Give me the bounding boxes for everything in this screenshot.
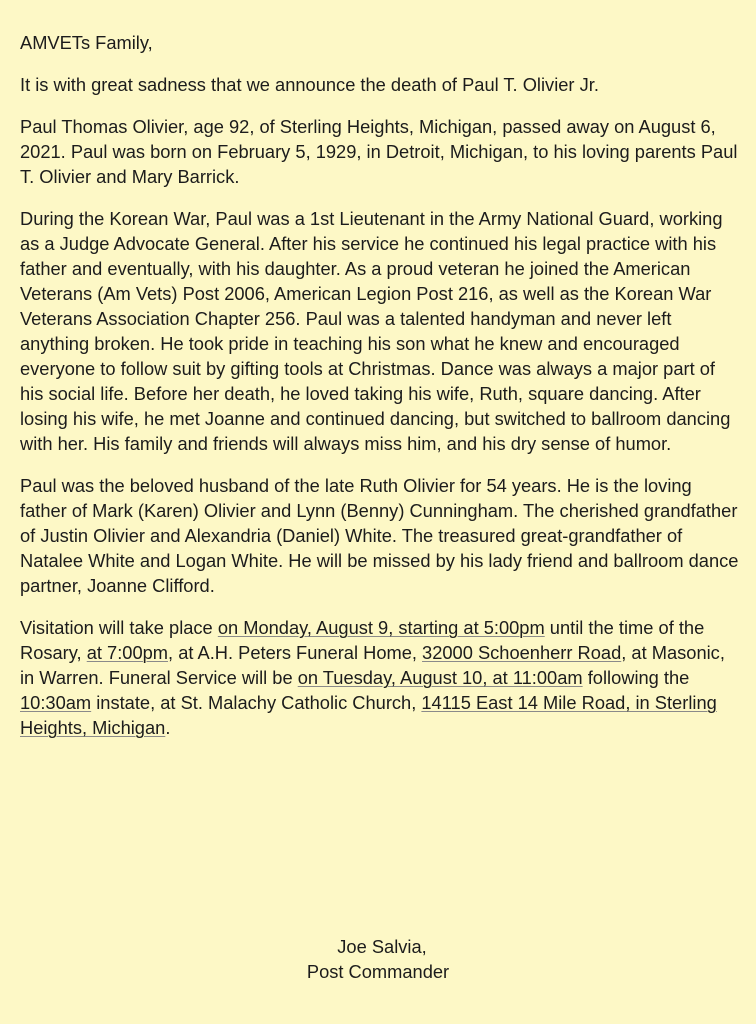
rosary-time-link[interactable]: at 7:00pm (86, 642, 169, 663)
visitation-date-link[interactable]: on Monday, August 9, starting at 5:00pm (217, 617, 545, 638)
funeral-service-date-link[interactable]: on Tuesday, August 10, at 11:00am (297, 667, 583, 688)
visitation-text: . (165, 717, 171, 738)
service-paragraph: During the Korean War, Paul was a 1st Lieutenant in the Army National Guard, working as a Judge Advocate General. After his service he continued his legal practice with his father and eventually, with his daughter. As a proud veteran he joined the American Veterans (Am Vets) Post 2006, American Legion Post 216, as well as the Korean War Veterans Association Chapter 256. Paul was a talented handyman and never left anything broken. He took pride in teaching his son what he knew and encouraged everyone to follow suit by gifting tools at Christmas. Dance was always a major part of his social life. Before her death, he loved taking his wife, Ruth, square dancing. After losing his wife, he met Joanne and continued dancing, but switched to ballroom dancing with her. His family and friends will always miss him, and his dry sense of humor. (20, 208, 731, 454)
funeral-home-address-link[interactable]: 32000 Schoenherr Road (422, 642, 622, 663)
visitation-text: , at Masonic, in Warren. Funeral Service will be (20, 642, 725, 688)
signature-block (0, 934, 756, 984)
greeting: AMVETs Family, (20, 32, 153, 53)
family-paragraph: Paul was the beloved husband of the late Ruth Olivier for 54 years. He is the loving father of Mark (Karen) Olivier and Lynn (Benny) Cunningham. The cherished grandfather of Justin Olivier and Alexandria (Daniel) White. The treasured great-grandfather of Natalee White and Logan White. He will be missed by his lady friend and ballroom dance partner, Joanne Clifford. (20, 475, 739, 596)
church-address-link[interactable]: 14115 East 14 Mile Road, in Sterling Heights, Michigan (20, 692, 717, 738)
visitation-text: Visitation will take place (20, 617, 218, 638)
letter-body (20, 30, 740, 757)
signature-name: Joe Salvia, (337, 936, 427, 957)
signature-title: Post Commander (306, 961, 450, 982)
visitation-text: until the time of the Rosary, (20, 617, 705, 663)
instate-time-link[interactable]: 10:30am (20, 692, 92, 713)
visitation-paragraph (20, 615, 740, 740)
biography-paragraph: Paul Thomas Olivier, age 92, of Sterling Heights, Michigan, passed away on August 6, 2021. Paul was born on February 5, 1929, in Detroit, Michigan, to his loving parents Paul T. Olivier and Mary Barrick. (20, 116, 738, 187)
visitation-text: , at A.H. Peters Funeral Home, (168, 642, 423, 663)
announcement-paragraph: It is with great sadness that we announce the death of Paul T. Olivier Jr. (20, 74, 599, 95)
visitation-text: instate, at St. Malachy Catholic Church, (91, 692, 422, 713)
visitation-text: following the (582, 667, 690, 688)
